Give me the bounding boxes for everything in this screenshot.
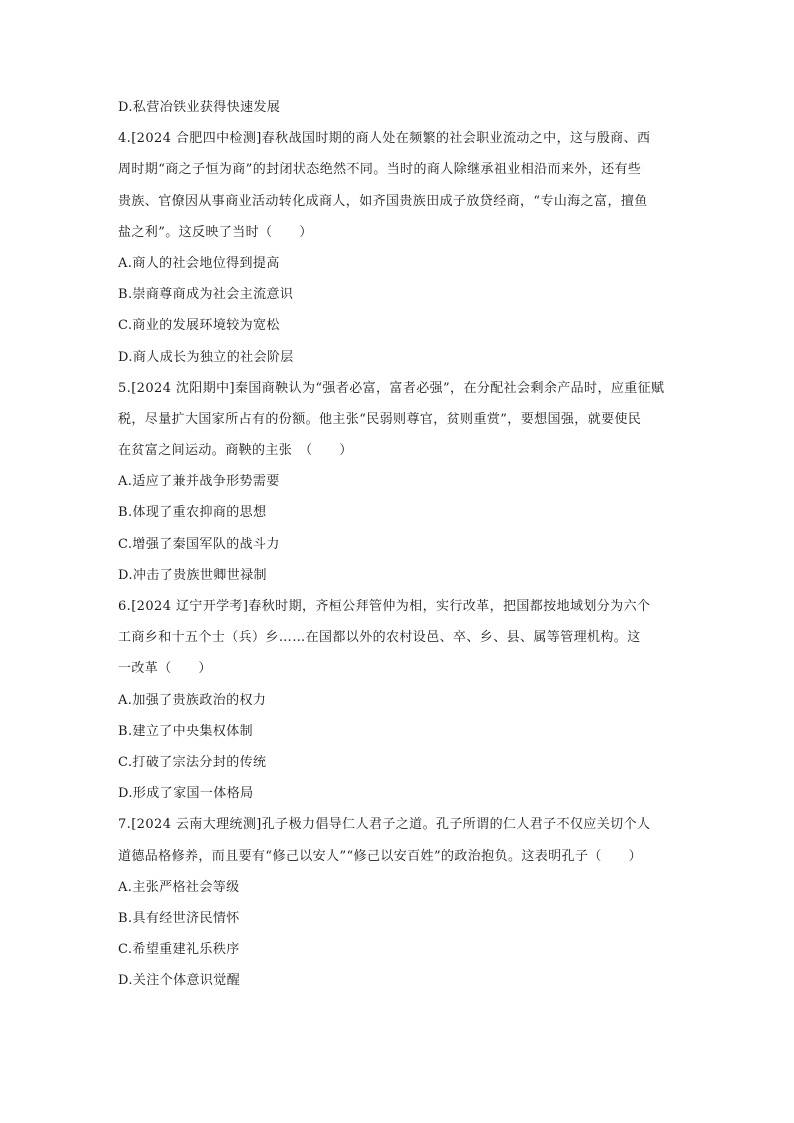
option-c: C.打破了宗法分封的传统	[118, 754, 267, 770]
question-5	[118, 373, 678, 467]
question-list	[118, 92, 678, 996]
question-4-line: 盐之利”。这反映了当时（ ）	[118, 224, 313, 240]
option-b: B.建立了中央集权体制	[118, 723, 254, 739]
option-d: D.商人成长为独立的社会阶层	[118, 349, 294, 365]
question-4-line: 周时期“商之子恒为商”的封闭状态绝然不同。当时的商人除继承祖业相沿而来外，还有些	[118, 162, 642, 178]
question-6	[118, 591, 678, 685]
option-a: A.商人的社会地位得到提高	[118, 255, 280, 271]
option-b: B.体现了重农抑商的思想	[118, 505, 267, 521]
option-b: B.具有经世济民情怀	[118, 910, 240, 926]
question-6-line: 一改革（ ）	[118, 661, 212, 677]
option-a: A.加强了贵族政治的权力	[118, 692, 267, 708]
option-d: D.关注个体意识觉醒	[118, 973, 241, 989]
question-5-line: 税，尽量扩大国家所占有的份额。他主张“民弱则尊官，贫则重赏”，要想国强，就要使民	[118, 411, 642, 427]
option-c: C.增强了秦国军队的战斗力	[118, 536, 280, 552]
option-c: C.希望重建礼乐秩序	[118, 942, 240, 958]
question-5-line: 5.[2024 沈阳期中]秦国商鞅认为“强者必富，富者必强”，在分配社会剩余产品时，应重征赋	[118, 380, 665, 396]
option-a: A.适应了兼并战争形势需要	[118, 474, 280, 490]
option-d: D.形成了家国一体格局	[118, 786, 254, 802]
option-a: A.主张严格社会等级	[118, 879, 240, 895]
option-b: B.崇商尊商成为社会主流意识	[118, 287, 294, 303]
question-7	[118, 809, 678, 871]
option-c: C.商业的发展环境较为宽松	[118, 318, 280, 334]
question-7-line: 道德品格修养，而且要有“修己以安人”“修己以安百姓”的政治抱负。这表明孔子（ ）	[118, 848, 642, 864]
question-6-line: 工商乡和十五个士（兵）乡……在国都以外的农村设邑、卒、乡、县、属等管理机构。这	[118, 630, 641, 646]
option-d: D.私营冶铁业获得快速发展	[118, 100, 281, 115]
question-7-line: 7.[2024 云南大理统测]孔子极力倡导仁人君子之道。孔子所谓的仁人君子不仅应关切个人	[118, 817, 651, 833]
question-4	[118, 123, 678, 248]
question-4-line: 贵族、官僚因从事商业活动转化成商人，如齐国贵族田成子放贷经商，“专山海之富，擅鱼	[118, 193, 648, 209]
question-4-line: 4.[2024 合肥四中检测]春秋战国时期的商人处在频繁的社会职业流动之中，这与殷商、西	[118, 131, 651, 147]
question-6-line: 6.[2024 辽宁开学考]春秋时期，齐桓公拜管仲为相，实行改革，把国都按地域划分为六个	[118, 599, 651, 614]
question-5-line: 在贫富之间运动。商鞅的主张 （ ）	[118, 443, 353, 459]
option-d: D.冲击了贵族世卿世禄制	[118, 567, 267, 583]
